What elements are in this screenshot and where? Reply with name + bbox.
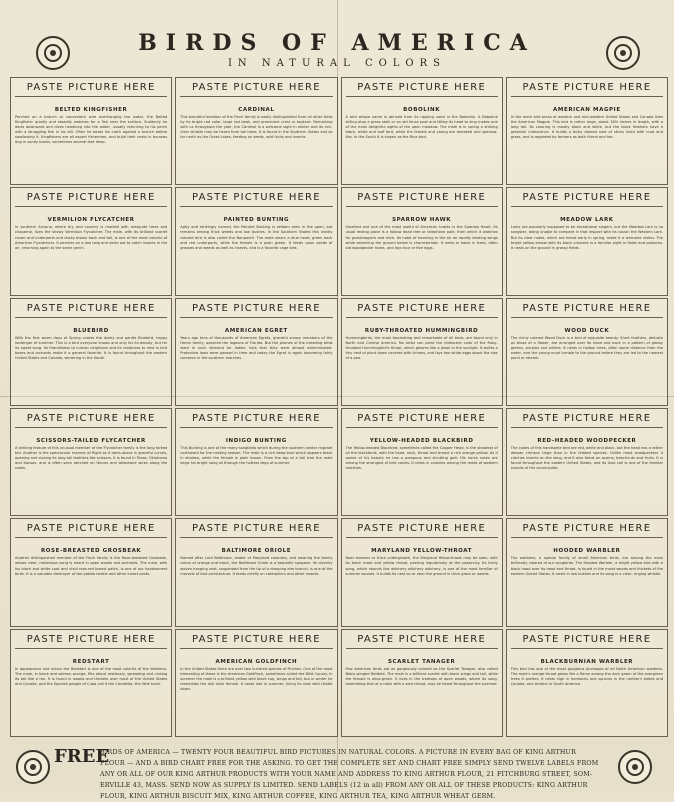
paste-picture-label: PASTE PICTURE HERE [180,521,332,538]
paste-picture-label: PASTE PICTURE HERE [511,411,663,428]
bird-card [175,298,337,406]
bird-description: In the more arid areas of western and mid-western United States and Canada lives the American Magpie. This bird is rather large, about 18½ inches in length, with a long tail. Its coloring is mostly black and white, but the black feathers have a greenish iridescence. It builds a bulky domed nest of sticks lined with mud and grass, and is regarded by farmers as both friend and foe. [510,115,663,140]
bird-card [341,518,503,626]
bird-card [10,629,172,737]
paste-picture-label: PASTE PICTURE HERE [15,521,167,538]
bird-name: PAINTED BUNTING [223,217,290,224]
paste-picture-label: PASTE PICTURE HERE [511,80,663,97]
bird-card [175,408,337,516]
bird-name: AMERICAN GOLDFINCH [215,658,298,665]
bird-name: RED-HEADED WOODPECKER [537,438,637,444]
bird-description: This bird has one of the most gorgeous plumages of all North American warblers. The male's orange throat glows like a flame among the dark green of the evergreen trees it prefers. It nests high in hemlocks and spruces in the northern states and Canada, and winters in South America. [510,666,663,686]
bird-description: This Bunting is one of the many songbirds which during the southern winter migrate northward for the nesting season. The male is a rich deep blue which appears black in shadow, while the female is plain brown. From the top of a tall tree the male sings his bright song all through the hottest days of summer. [180,446,333,466]
bird-card [341,629,503,737]
paste-picture-label: PASTE PICTURE HERE [15,411,167,428]
paste-picture-label: PASTE PICTURE HERE [15,301,167,318]
bird-name: AMERICAN MAGPIE [553,107,621,113]
bird-card [341,187,503,295]
paste-picture-label: PASTE PICTURE HERE [180,301,332,318]
bird-name: HOODED WARBLER [553,548,621,555]
bird-card [175,187,337,295]
bird-name: WOOD DUCK [564,327,610,334]
offer-line: BIRDS OF AMERICA — TWENTY FOUR BEAUTIFUL BIRD PICTURES IN NATURAL COLORS. A PICTURE IN EVERY BAG OF KING ARTHUR [100,749,577,756]
bird-name: INDIGO BUNTING [225,438,287,444]
paste-picture-label: PASTE PICTURE HERE [346,80,498,97]
paste-picture-label: PASTE PICTURE HERE [346,521,498,538]
bird-description: A striking feature of this unusual member of the Flycatcher family is the long forked tail. Another is the spectacular manner of flight as it darts about in graceful curves, opening and closing its long tail feathers like scissors. It is found in Texas, Oklahoma and Kansas, and is often seen perched on fences and telephone wires along the roads. [15,446,168,471]
paste-picture-label: PASTE PICTURE HERE [180,80,332,97]
bird-description: The Yellow-headed Blackbird, sometimes called the Copper Head, is the showiest of all the blackbirds, with the head, neck, throat and breast a rich orange-yellow. As if aware of his beauty he has a pompous and strutting gait. His harsh notes are among the strangest of bird voices. It nests in colonies among the reeds of western marshes. [345,446,498,471]
paste-picture-label: PASTE PICTURE HERE [511,190,663,207]
bird-card [506,408,668,516]
bird-name: REDSTART [72,658,110,665]
poster-header [0,30,674,74]
bird-card [506,629,668,737]
bird-card [506,187,668,295]
bird-card [506,77,668,185]
bird-name: SPARROW HAWK [392,217,452,224]
bird-name: ROSE-BREASTED GROSBEAK [40,548,142,555]
bird-card [175,518,337,626]
footer-offer [14,744,660,800]
bird-name: BLACKBURNIAN WARBLER [540,658,634,665]
free-label: FREE [54,746,110,767]
bird-card [341,298,503,406]
offer-line: ANY OR ALL OF OUR KING ARTHUR PRODUCTS WITH YOUR NAME AND ADDRESS TO KING ARTHUR FLOUR, 21 FITCHBURG STREET, SOM- [100,771,593,778]
bird-name: SCARLET TANAGER [387,658,456,665]
bird-name: YELLOW-HEADED BLACKBIRD [369,438,474,444]
seal-icon [16,750,50,784]
paste-picture-label: PASTE PICTURE HERE [180,632,332,649]
bird-name: MEADOW LARK [560,217,614,224]
bird-card [10,187,172,295]
bird-description: In southern Arizona, where dry and country is marked with mesquite trees and chaparral, lives the showy Vermilion Flycatcher. The male, with its brilliant scarlet crown and underparts and dusky brown back and tail, is one of the most colorful of American Flycatchers. It perches on a low twig and darts out to catch insects in the air, returning again to the same perch. [15,225,168,250]
bird-description: This beautiful member of the Finch family is easily distinguished from all other birds by its bright red color, large red beak, and prominent crest or topknot. Remaining with us throughout the year, the Cardinal is a welcome sight in winter and its rich, clear whistle may be heard from tall trees. It is found in the Southern States and as far north as the Great Lakes, feeding on seeds, wild fruits and insects. [180,115,333,140]
bird-description: Smallest and one of the most useful of American hawks is the Sparrow Hawk. Its usual resting place is a hollow dead tree or telephone pole, from which it watches for grasshoppers and mice. Its habit of hovering in the air on rapidly beating wings while searching the ground below is characteristic. It nests in holes in trees, often old woodpecker holes, and lays four or five eggs. [345,225,498,250]
bird-card [10,518,172,626]
bird-name: VERMILION FLYCATCHER [47,217,135,224]
paste-picture-label: PASTE PICTURE HERE [346,411,498,428]
bird-name: AMERICAN EGRET [224,327,288,334]
paste-picture-label: PASTE PICTURE HERE [180,190,332,207]
paste-picture-label: PASTE PICTURE HERE [15,632,167,649]
bird-description: Aptly and strikingly named, the Painted Bunting is seldom seen in the open, but remains among thick weeds and low bushes. In the Southern States this vividly colored bird is also called the Nonpareil. The male wears a blue head, green back and red underparts, while the female is a plain green. It feeds upon seeds of grasses and weeds as well as insects, and is a favorite cage bird. [180,225,333,250]
bird-card [506,298,668,406]
bird-name: SCISSORS-TAILED FLYCATCHER [36,438,146,444]
paste-picture-label: PASTE PICTURE HERE [15,190,167,207]
bird-description: The colors of this handsome bird are red, white and black, but the head has a rather deeper crimson tinge than in the related species. Unlike most woodpeckers it catches insects on the wing, and it also feeds on acorns, beechnuts and fruits. It is found throughout the eastern United States, and its loud call is one of the familiar sounds of the countryside. [510,446,663,471]
bird-description: With the first warm days of Spring comes the lovely and gentle Bluebird, happy harbinger of summer. This is a bird everyone knows and only for its beauty, but for its sweet song. Its friendliness to human neighbors and its readiness to nest in bird boxes and orchards make it a general favorite. It is found throughout the eastern United States and Canada, wintering in the South. [15,335,168,361]
paste-picture-label: PASTE PICTURE HERE [346,632,498,649]
paste-picture-label: PASTE PICTURE HERE [346,301,498,318]
bird-description: Few American birds are as gorgeously colored as the Scarlet Tanager, also called Black-winged Redbird. The male is a brilliant scarlet with black wings and tail, while the female is olive-green. It lives in the treetops of open woods, where its song, resembling that of a robin with a sore throat, may be heard throughout the summer. [345,666,498,686]
bird-name: BOBOLINK [403,107,441,113]
bird-description: Named after Lord Baltimore, leader of Maryland colonists, and wearing the family colors of orange and black, the Baltimore Oriole is a beautiful songster. Its cleverly woven hanging nest, suspended from the tip of a drooping elm branch, is one of the marvels of bird architecture. It feeds chiefly on caterpillars and other insects. [180,556,333,576]
bird-card [341,77,503,185]
paste-picture-label: PASTE PICTURE HERE [511,301,663,318]
bird-name: BALTIMORE ORIOLE [221,548,292,555]
paste-picture-label: PASTE PICTURE HERE [511,521,663,538]
bird-card [506,518,668,626]
offer-line: FLOUR — AND A BIRD CHART FREE FOR THE ASKING. TO GET THE COMPLETE SET AND CHART FREE SIMPLY SEND TWELVE LABELS FROM [100,760,599,767]
bird-description: Another distinguished member of the Finch family is the Rose-breasted Grosbeak, whose clear, melodious song is heard in open woods and orchards. The male, with his black and white coat and vivid rose-red breast patch, is one of our handsomest birds. It is a valuable destroyer of the potato beetle and other insect pests. [15,556,168,576]
bird-card [341,408,503,516]
bird-name: BLUEBIRD [73,327,109,334]
page-title: BIRDS OF AMERICA [138,30,536,56]
paste-picture-label: PASTE PICTURE HERE [346,190,498,207]
seal-icon [618,750,652,784]
bird-description: In appearance and action the Redstart is one of the most colorful of the Warblers. The male, in black and salmon-orange, flits about restlessly, spreading and closing its tail like a fan. It is found in woods and thickets over most of the United States and Canada, and the Spanish people of Cuba call it the Candelita, the little torch. [15,666,168,686]
bird-card [175,629,337,737]
paste-picture-label: PASTE PICTURE HERE [180,411,332,428]
bird-description: Perched on a branch or convenient wire overhanging the water, the Belted Kingfisher quietly and steadily watches for a fish near the surface. Suddenly he darts downward and dives headlong into the water, usually returning to his perch with a struggling fish in his bill. Often he beats his catch against a branch before swallowing it. Kingfishers are all expert fishermen, and build their nests in burrows dug in sandy banks, sometimes several feet deep. [15,115,168,145]
bird-description: The warblers, a special family of small American birds, are among the most brilliantly colored of our songbirds. The Hooded Warbler, a bright yellow bird with a black hood over its head and throat, is found in the moist woods and thickets of the eastern United States. It nests in low bushes and its song is a clear, ringing whistle. [510,556,663,576]
bird-card-grid [10,77,668,737]
bird-card [10,77,172,185]
paste-picture-label: PASTE PICTURE HERE [511,632,663,649]
offer-line: FLOUR, KING ARTHUR BISCUIT MIX, KING ARTHUR COFFEE, KING ARTHUR TEA, KING ARTHUR WHEAT GERM. [100,793,496,800]
bird-name: BELTED KINGFISHER [54,107,128,113]
bird-description: In the United States there are over two hundred species of Finches. One of the most interesting of these is the American Goldfinch, sometimes called the Wild Canary. In summer the male is a brilliant yellow with black cap, wings and tail, but in winter he resembles the dull olive female. It nests late in summer, lining its nest with thistle down. [180,666,333,692]
bird-name: MARYLAND YELLOW-THROAT [371,548,473,555]
bird-description: Near streams or thick undergrowth, the Maryland Yellow-throat may be seen, with its black mask and yellow throat, peering inquisitively at the passer-by. Its lively song, which sounds like witchery witchery witchery, is one of the most familiar of summer sounds. It builds its nest on or near the ground in thick grass or weeds. [345,556,498,576]
bird-description: The richly colored Wood Duck is a bird of exquisite beauty. Short feathers, delicate as those of a flower, are arranged over its head and back in a pattern of glossy greens, purples and whites. It nests in hollow trees, often some distance from the water, and the young must tumble to the ground before they are led to the nearest pond or stream. [510,335,663,361]
offer-text [100,747,600,802]
bird-card [10,298,172,406]
bird-card [10,408,172,516]
bird-description: Hummingbirds, the most fascinating and remarkable of all birds, are found only in North and Central America. No artist can paint the iridescent color of the Ruby-throated Hummingbird's throat, which gleams like a jewel in the sunlight. It builds a tiny nest of plant down covered with lichens, and lays two white eggs about the size of a pea. [345,335,498,361]
bird-description: Years ago tens of thousands of American Egrets, graceful snowy members of the Heron family, adorned the lagoons of Florida. But the plumes of the breeding birds were in such demand for ladies' hats that they were almost exterminated. Protective laws were passed in time and today the Egret is again becoming fairly common in the southern marshes. [180,335,333,361]
bird-description: A bird whose name is derived from its rippling voice is the Bobolink. A Bobolink sitting atop a grass stalk or an old fence post and tilting its head to sing makes one of the most delightful sights of the open meadow. The male is in spring a striking black, white and buff bird, while the female and young are streaked and sparrow-like. In the South it is known as the Rice-bird. [345,115,498,140]
paste-picture-label: PASTE PICTURE HERE [15,80,167,97]
bird-name: CARDINAL [238,107,275,113]
bird-name: RUBY-THROATED HUMMINGBIRD [364,327,479,334]
bird-card [175,77,337,185]
bird-description: Larks are popularly supposed to be exceptional singers, but the Meadow Lark is no songster, being unable to compare in that respect with its cousin the Western Lark. But its clear notes, which are heard early in spring, make it a welcome visitor. The bright yellow breast with its black crescent is a familiar sight in fields and pastures. It nests on the ground in grassy fields. [510,225,663,250]
page-subtitle: IN NATURAL COLORS [227,58,447,69]
offer-line: ERVILLE 43, MASS. SEND NOW AS SUPPLY IS LIMITED. SEND LABELS (12 in all) FROM ANY OR ALL OF THESE PRODUCTS: KING ARTHUR [100,782,588,789]
